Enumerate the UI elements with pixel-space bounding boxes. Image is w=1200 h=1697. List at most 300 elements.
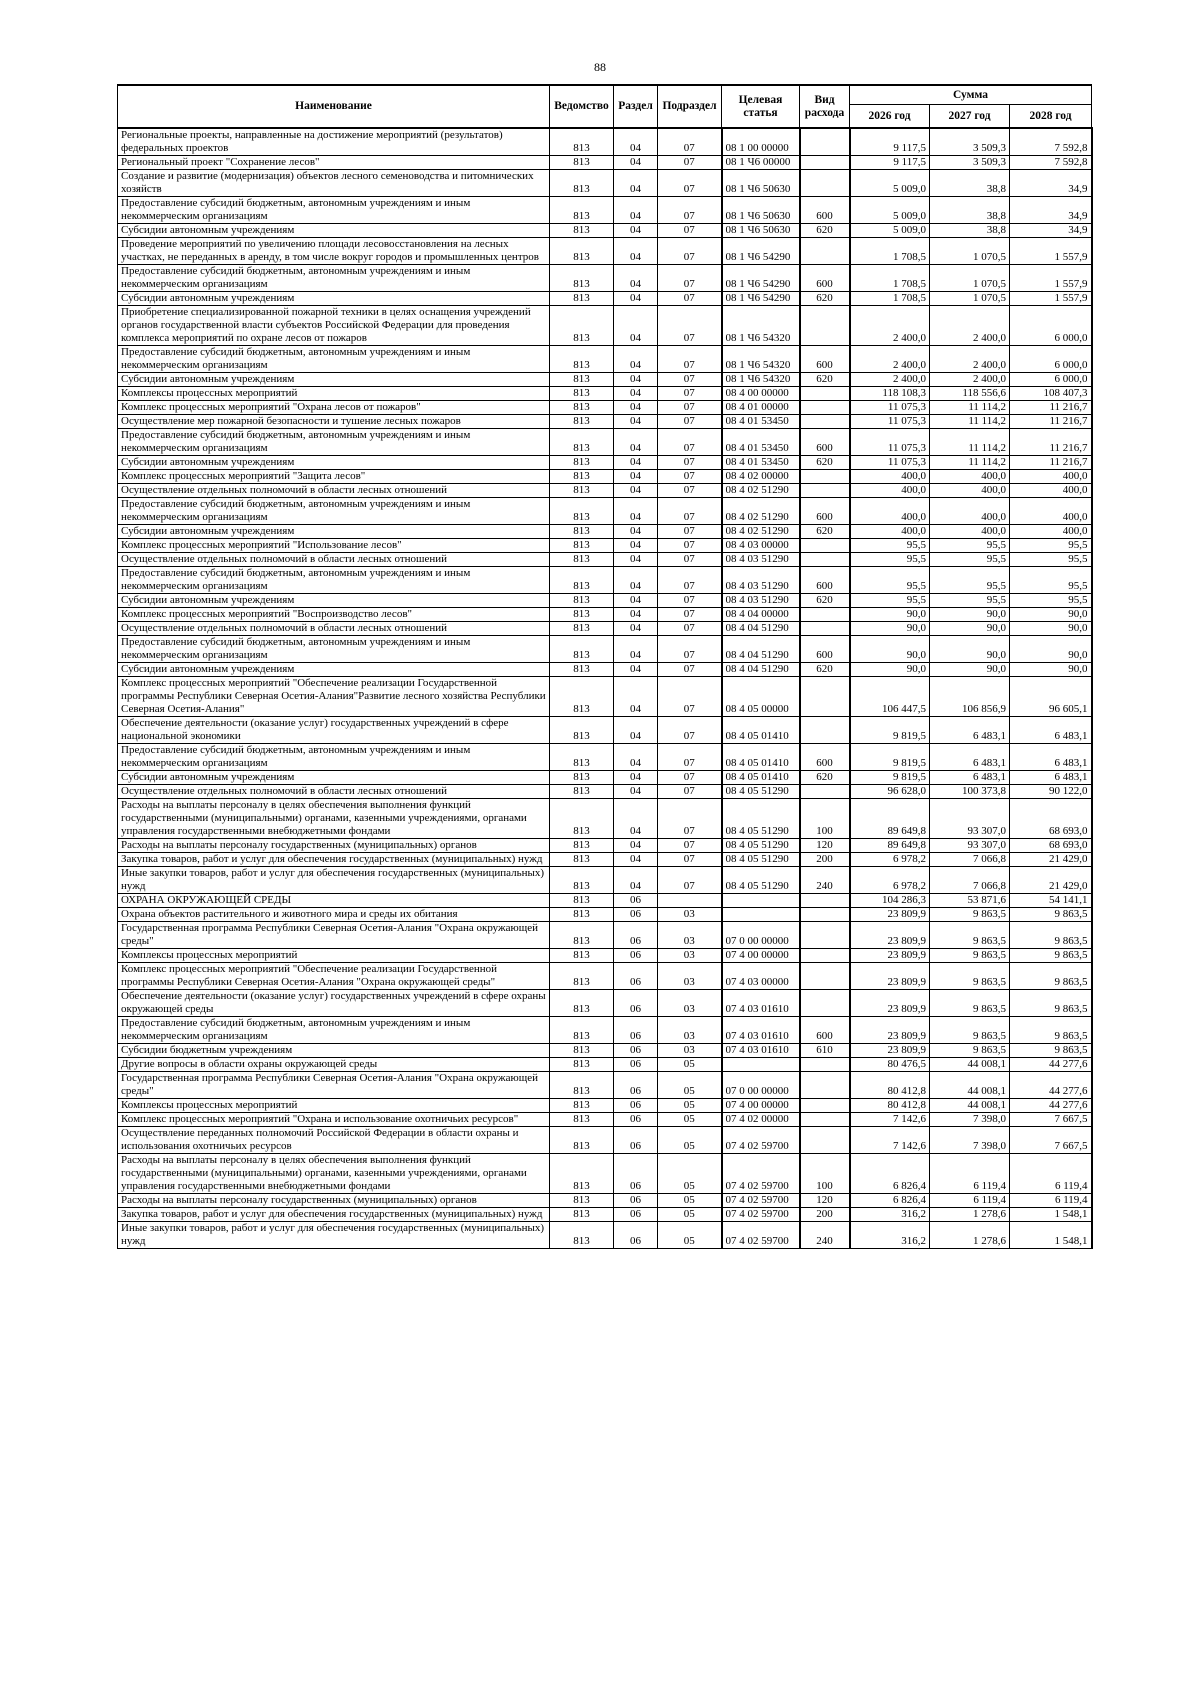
row-vedomstvo-cell: 813 [550,128,614,156]
row-2026-cell: 90,0 [850,663,930,677]
row-name-cell: Осуществление переданных полномочий Российской Федерации в области охраны и использования охотничьих ресурсов [118,1127,550,1154]
table-row [118,1208,1092,1222]
row-podrazdel-cell: 07 [658,128,722,156]
row-name-cell: Предоставление субсидий бюджетным, автономным учреждениям и иным некоммерческим организациям [118,197,550,224]
row-name-cell: Осуществление отдельных полномочий в области лесных отношений [118,622,550,636]
row-razdel-cell: 06 [614,1099,658,1113]
row-2028-cell: 9 863,5 [1010,963,1092,990]
row-celevaya-cell: 07 4 03 01610 [722,990,800,1017]
row-celevaya-cell: 08 4 04 51290 [722,622,800,636]
row-2026-cell: 23 809,9 [850,990,930,1017]
row-vid-cell: 620 [800,373,850,387]
header-celevaya: Целевая статья [722,85,800,128]
row-2028-cell: 96 605,1 [1010,677,1092,717]
row-razdel-cell: 04 [614,470,658,484]
row-vid-cell [800,922,850,949]
table-row [118,401,1092,415]
row-razdel-cell: 06 [614,1017,658,1044]
row-razdel-cell: 06 [614,1072,658,1099]
row-2026-cell: 104 286,3 [850,894,930,908]
row-razdel-cell: 04 [614,484,658,498]
row-vid-cell [800,1058,850,1072]
table-row [118,1072,1092,1099]
table-row [118,717,1092,744]
row-celevaya-cell: 08 4 03 51290 [722,553,800,567]
table-row [118,1113,1092,1127]
row-2028-cell: 21 429,0 [1010,867,1092,894]
row-2027-cell: 6 119,4 [930,1194,1010,1208]
row-2026-cell: 5 009,0 [850,197,930,224]
row-2027-cell: 6 483,1 [930,771,1010,785]
row-celevaya-cell: 08 4 05 01410 [722,717,800,744]
row-name-cell: Предоставление субсидий бюджетным, автономным учреждениям и иным некоммерческим организациям [118,346,550,373]
row-2026-cell: 1 708,5 [850,265,930,292]
row-vid-cell [800,1072,850,1099]
table-row [118,771,1092,785]
row-razdel-cell: 04 [614,663,658,677]
row-vedomstvo-cell: 813 [550,839,614,853]
table-row [118,963,1092,990]
row-vedomstvo-cell: 813 [550,1222,614,1249]
row-name-cell: Субсидии автономным учреждениям [118,771,550,785]
row-name-cell: Субсидии бюджетным учреждениям [118,1044,550,1058]
row-vedomstvo-cell: 813 [550,156,614,170]
row-2026-cell: 89 649,8 [850,839,930,853]
row-podrazdel-cell: 07 [658,525,722,539]
row-celevaya-cell: 07 4 02 59700 [722,1127,800,1154]
row-2027-cell: 9 863,5 [930,908,1010,922]
table-row [118,525,1092,539]
row-name-cell: Осуществление отдельных полномочий в области лесных отношений [118,785,550,799]
row-vedomstvo-cell: 813 [550,1072,614,1099]
row-2028-cell: 95,5 [1010,539,1092,553]
row-2027-cell: 1 070,5 [930,265,1010,292]
table-row [118,170,1092,197]
row-2028-cell: 9 863,5 [1010,1017,1092,1044]
row-vedomstvo-cell: 813 [550,401,614,415]
row-2028-cell: 34,9 [1010,170,1092,197]
row-2026-cell: 316,2 [850,1222,930,1249]
row-name-cell: Комплекс процессных мероприятий "Использование лесов" [118,539,550,553]
row-vedomstvo-cell: 813 [550,567,614,594]
row-celevaya-cell: 08 1 Ч6 54320 [722,306,800,346]
row-2027-cell: 6 483,1 [930,744,1010,771]
row-razdel-cell: 04 [614,415,658,429]
row-razdel-cell: 04 [614,373,658,387]
row-2026-cell: 7 142,6 [850,1113,930,1127]
row-vid-cell: 600 [800,744,850,771]
row-name-cell: Предоставление субсидий бюджетным, автономным учреждениям и иным некоммерческим организациям [118,1017,550,1044]
row-name-cell: Субсидии автономным учреждениям [118,663,550,677]
row-razdel-cell: 04 [614,608,658,622]
table-row [118,128,1092,156]
row-2026-cell: 106 447,5 [850,677,930,717]
row-razdel-cell: 04 [614,567,658,594]
row-2027-cell: 106 856,9 [930,677,1010,717]
row-2026-cell: 6 978,2 [850,853,930,867]
row-vid-cell [800,170,850,197]
row-vedomstvo-cell: 813 [550,799,614,839]
row-2028-cell: 11 216,7 [1010,401,1092,415]
row-podrazdel-cell: 05 [658,1099,722,1113]
row-podrazdel-cell [658,894,722,908]
row-podrazdel-cell: 07 [658,470,722,484]
row-2026-cell: 6 826,4 [850,1154,930,1194]
row-2026-cell: 96 628,0 [850,785,930,799]
row-2028-cell: 9 863,5 [1010,922,1092,949]
row-celevaya-cell: 08 4 03 00000 [722,539,800,553]
row-vid-cell [800,470,850,484]
row-2028-cell: 90 122,0 [1010,785,1092,799]
row-name-cell: Комплекс процессных мероприятий "Обеспечение реализации Государственной программы Республики Северная Осетия-Алания "Охрана окружающей среды" [118,963,550,990]
row-2027-cell: 1 278,6 [930,1208,1010,1222]
row-name-cell: Комплексы процессных мероприятий [118,387,550,401]
row-podrazdel-cell: 07 [658,387,722,401]
row-razdel-cell: 04 [614,717,658,744]
row-vid-cell: 100 [800,1154,850,1194]
row-razdel-cell: 04 [614,594,658,608]
row-2028-cell: 90,0 [1010,663,1092,677]
row-name-cell: Предоставление субсидий бюджетным, автономным учреждениям и иным некоммерческим организациям [118,429,550,456]
row-2027-cell: 100 373,8 [930,785,1010,799]
row-podrazdel-cell: 07 [658,839,722,853]
row-2027-cell: 11 114,2 [930,415,1010,429]
row-name-cell: Комплекс процессных мероприятий "Охрана и использование охотничьих ресурсов" [118,1113,550,1127]
row-2028-cell: 95,5 [1010,567,1092,594]
row-vedomstvo-cell: 813 [550,949,614,963]
row-celevaya-cell: 07 4 02 59700 [722,1208,800,1222]
row-celevaya-cell: 08 4 01 53450 [722,456,800,470]
table-row [118,744,1092,771]
row-2027-cell: 90,0 [930,622,1010,636]
table-row [118,1154,1092,1194]
row-celevaya-cell: 08 4 05 51290 [722,839,800,853]
row-celevaya-cell: 07 4 02 59700 [722,1154,800,1194]
row-podrazdel-cell: 07 [658,265,722,292]
row-podrazdel-cell: 07 [658,429,722,456]
row-podrazdel-cell: 03 [658,922,722,949]
row-razdel-cell: 04 [614,525,658,539]
table-row [118,677,1092,717]
row-2026-cell: 23 809,9 [850,1017,930,1044]
row-2028-cell: 6 483,1 [1010,744,1092,771]
row-celevaya-cell: 08 1 Ч6 00000 [722,156,800,170]
row-name-cell: Закупка товаров, работ и услуг для обеспечения государственных (муниципальных) нужд [118,1208,550,1222]
row-podrazdel-cell: 07 [658,498,722,525]
row-vedomstvo-cell: 813 [550,717,614,744]
row-podrazdel-cell: 07 [658,170,722,197]
table-row [118,470,1092,484]
row-2028-cell: 108 407,3 [1010,387,1092,401]
row-2026-cell: 80 412,8 [850,1072,930,1099]
row-podrazdel-cell: 07 [658,853,722,867]
row-celevaya-cell: 08 1 Ч6 54320 [722,346,800,373]
row-podrazdel-cell: 07 [658,306,722,346]
row-razdel-cell: 04 [614,677,658,717]
row-celevaya-cell: 08 4 04 51290 [722,663,800,677]
table-row [118,636,1092,663]
row-razdel-cell: 04 [614,622,658,636]
row-name-cell: Региональные проекты, направленные на достижение мероприятий (результатов) федеральных проектов [118,128,550,156]
row-name-cell: Предоставление субсидий бюджетным, автономным учреждениям и иным некоммерческим организациям [118,498,550,525]
row-celevaya-cell: 08 4 02 51290 [722,525,800,539]
row-vid-cell [800,156,850,170]
row-name-cell: Расходы на выплаты персоналу государственных (муниципальных) органов [118,839,550,853]
row-razdel-cell: 04 [614,401,658,415]
row-2026-cell: 1 708,5 [850,292,930,306]
row-name-cell: Предоставление субсидий бюджетным, автономным учреждениям и иным некоммерческим организациям [118,567,550,594]
row-vid-cell [800,622,850,636]
row-razdel-cell: 04 [614,539,658,553]
row-celevaya-cell: 08 4 02 51290 [722,498,800,525]
row-vid-cell: 620 [800,292,850,306]
row-vid-cell: 600 [800,197,850,224]
row-2028-cell: 68 693,0 [1010,839,1092,853]
row-name-cell: Закупка товаров, работ и услуг для обеспечения государственных (муниципальных) нужд [118,853,550,867]
row-name-cell: Проведение мероприятий по увеличению площади лесовосстановления на лесных участках, не переданных в аренду, в том числе вокруг городов и промышленных центров [118,238,550,265]
row-vid-cell: 100 [800,799,850,839]
row-2026-cell: 9 819,5 [850,744,930,771]
row-2026-cell: 400,0 [850,484,930,498]
header-name: Наименование [118,85,550,128]
row-razdel-cell: 04 [614,498,658,525]
row-name-cell: Предоставление субсидий бюджетным, автономным учреждениям и иным некоммерческим организациям [118,744,550,771]
row-2027-cell: 90,0 [930,636,1010,663]
table-row [118,484,1092,498]
row-celevaya-cell [722,908,800,922]
row-2028-cell: 11 216,7 [1010,429,1092,456]
table-row [118,1222,1092,1249]
row-celevaya-cell: 08 4 05 01410 [722,771,800,785]
row-podrazdel-cell: 07 [658,238,722,265]
row-name-cell: Осуществление отдельных полномочий в области лесных отношений [118,484,550,498]
row-2027-cell: 11 114,2 [930,456,1010,470]
row-podrazdel-cell: 07 [658,401,722,415]
row-razdel-cell: 04 [614,128,658,156]
row-vedomstvo-cell: 813 [550,785,614,799]
row-vid-cell: 120 [800,839,850,853]
row-2028-cell: 1 548,1 [1010,1208,1092,1222]
row-vid-cell: 240 [800,867,850,894]
header-vedomstvo: Ведомство [550,85,614,128]
row-2028-cell: 1 557,9 [1010,292,1092,306]
row-razdel-cell: 04 [614,553,658,567]
row-2027-cell: 9 863,5 [930,1017,1010,1044]
table-row [118,594,1092,608]
row-vedomstvo-cell: 813 [550,990,614,1017]
row-name-cell: Комплекс процессных мероприятий "Защита лесов" [118,470,550,484]
row-celevaya-cell: 07 4 00 00000 [722,949,800,963]
row-2027-cell: 3 509,3 [930,156,1010,170]
row-celevaya-cell: 08 4 01 53450 [722,415,800,429]
row-name-cell: Осуществление мер пожарной безопасности и тушение лесных пожаров [118,415,550,429]
row-vid-cell [800,306,850,346]
table-row [118,908,1092,922]
row-2027-cell: 95,5 [930,567,1010,594]
row-podrazdel-cell: 07 [658,373,722,387]
table-row [118,990,1092,1017]
row-vid-cell [800,238,850,265]
row-celevaya-cell: 07 4 03 01610 [722,1017,800,1044]
row-2028-cell: 6 000,0 [1010,306,1092,346]
row-2026-cell: 23 809,9 [850,1044,930,1058]
row-2028-cell: 400,0 [1010,525,1092,539]
row-celevaya-cell: 08 1 Ч6 50630 [722,170,800,197]
row-razdel-cell: 04 [614,429,658,456]
row-podrazdel-cell: 07 [658,867,722,894]
row-name-cell: Приобретение специализированной пожарной техники в целях оснащения учреждений органов государственной власти субъектов Российской Федерации для проведения комплекса мероприятий по охране лесов от пожаров [118,306,550,346]
row-celevaya-cell: 08 4 05 51290 [722,867,800,894]
table-row [118,456,1092,470]
row-2026-cell: 400,0 [850,470,930,484]
row-2028-cell: 90,0 [1010,622,1092,636]
row-2027-cell: 400,0 [930,484,1010,498]
row-vid-cell [800,128,850,156]
row-podrazdel-cell: 05 [658,1058,722,1072]
row-celevaya-cell: 08 1 Ч6 54290 [722,238,800,265]
row-name-cell: Субсидии автономным учреждениям [118,373,550,387]
row-podrazdel-cell: 03 [658,908,722,922]
row-2027-cell: 95,5 [930,594,1010,608]
table-row [118,292,1092,306]
row-vedomstvo-cell: 813 [550,677,614,717]
row-name-cell: Комплекс процессных мероприятий "Воспроизводство лесов" [118,608,550,622]
row-podrazdel-cell: 07 [658,553,722,567]
row-razdel-cell: 06 [614,908,658,922]
row-vedomstvo-cell: 813 [550,608,614,622]
row-podrazdel-cell: 07 [658,197,722,224]
row-2027-cell: 400,0 [930,498,1010,525]
row-razdel-cell: 06 [614,1154,658,1194]
row-razdel-cell: 06 [614,1208,658,1222]
header-summa: Сумма [850,85,1092,105]
row-vedomstvo-cell: 813 [550,498,614,525]
page-number: 88 [594,60,606,74]
row-vid-cell [800,484,850,498]
row-2028-cell: 90,0 [1010,608,1092,622]
row-2028-cell: 1 557,9 [1010,265,1092,292]
row-2028-cell: 90,0 [1010,636,1092,663]
table-row [118,498,1092,525]
row-celevaya-cell: 08 1 Ч6 54320 [722,373,800,387]
row-razdel-cell: 04 [614,170,658,197]
row-vedomstvo-cell: 813 [550,292,614,306]
row-2028-cell: 7 592,8 [1010,156,1092,170]
header-razdel: Раздел [614,85,658,128]
row-2026-cell: 6 978,2 [850,867,930,894]
row-celevaya-cell: 08 4 04 00000 [722,608,800,622]
row-vedomstvo-cell: 813 [550,771,614,785]
row-name-cell: Расходы на выплаты персоналу в целях обеспечения выполнения функций государственными (муниципальными) органами, казенными учреждениями, органами управления государственными внебюджетными фондами [118,799,550,839]
row-vedomstvo-cell: 813 [550,484,614,498]
row-2026-cell: 7 142,6 [850,1127,930,1154]
table-row [118,1044,1092,1058]
row-razdel-cell: 06 [614,1113,658,1127]
table-row [118,1194,1092,1208]
row-podrazdel-cell: 07 [658,539,722,553]
row-2027-cell: 95,5 [930,553,1010,567]
table-row [118,799,1092,839]
row-vid-cell [800,401,850,415]
row-2027-cell: 2 400,0 [930,373,1010,387]
row-name-cell: Расходы на выплаты персоналу государственных (муниципальных) органов [118,1194,550,1208]
row-podrazdel-cell: 07 [658,456,722,470]
table-row [118,622,1092,636]
row-vid-cell [800,1127,850,1154]
row-vid-cell [800,908,850,922]
row-2028-cell: 44 277,6 [1010,1099,1092,1113]
row-2026-cell: 6 826,4 [850,1194,930,1208]
row-2027-cell: 11 114,2 [930,429,1010,456]
row-2026-cell: 400,0 [850,498,930,525]
row-celevaya-cell: 08 1 Ч6 50630 [722,197,800,224]
row-celevaya-cell: 07 4 03 01610 [722,1044,800,1058]
row-vid-cell: 600 [800,429,850,456]
row-razdel-cell: 04 [614,387,658,401]
row-vedomstvo-cell: 813 [550,470,614,484]
row-2028-cell: 6 483,1 [1010,771,1092,785]
row-celevaya-cell: 08 1 Ч6 54290 [722,265,800,292]
row-vid-cell: 600 [800,636,850,663]
row-vid-cell: 620 [800,456,850,470]
row-celevaya-cell: 08 4 02 00000 [722,470,800,484]
row-vid-cell [800,1113,850,1127]
row-podrazdel-cell: 03 [658,1044,722,1058]
row-vedomstvo-cell: 813 [550,224,614,238]
row-2028-cell: 34,9 [1010,224,1092,238]
row-razdel-cell: 04 [614,785,658,799]
header-year-2027: 2027 год [930,105,1010,129]
row-vid-cell [800,677,850,717]
row-vedomstvo-cell: 813 [550,1044,614,1058]
row-2027-cell: 38,8 [930,224,1010,238]
header-vid: Вид расхода [800,85,850,128]
row-podrazdel-cell: 07 [658,717,722,744]
row-2027-cell: 1 278,6 [930,1222,1010,1249]
row-vedomstvo-cell: 813 [550,594,614,608]
row-name-cell: Субсидии автономным учреждениям [118,292,550,306]
row-vid-cell [800,990,850,1017]
row-name-cell: Обеспечение деятельности (оказание услуг) государственных учреждений в сфере охраны окружающей среды [118,990,550,1017]
row-2026-cell: 1 708,5 [850,238,930,265]
row-vedomstvo-cell: 813 [550,429,614,456]
table-row [118,839,1092,853]
row-2026-cell: 95,5 [850,539,930,553]
table-row [118,1099,1092,1113]
row-razdel-cell: 04 [614,265,658,292]
row-celevaya-cell [722,894,800,908]
row-2026-cell: 118 108,3 [850,387,930,401]
row-2027-cell: 2 400,0 [930,346,1010,373]
row-celevaya-cell: 08 4 05 00000 [722,677,800,717]
row-vedomstvo-cell: 813 [550,525,614,539]
row-celevaya-cell: 07 4 02 59700 [722,1222,800,1249]
table-row [118,373,1092,387]
row-2027-cell: 118 556,6 [930,387,1010,401]
row-razdel-cell: 04 [614,238,658,265]
row-2028-cell: 95,5 [1010,594,1092,608]
row-razdel-cell: 04 [614,853,658,867]
row-2027-cell: 400,0 [930,525,1010,539]
row-razdel-cell: 06 [614,894,658,908]
row-2026-cell: 11 075,3 [850,456,930,470]
table-row [118,387,1092,401]
row-vid-cell [800,1099,850,1113]
row-vedomstvo-cell: 813 [550,922,614,949]
row-vid-cell [800,963,850,990]
row-celevaya-cell: 08 4 03 51290 [722,594,800,608]
row-2026-cell: 80 412,8 [850,1099,930,1113]
